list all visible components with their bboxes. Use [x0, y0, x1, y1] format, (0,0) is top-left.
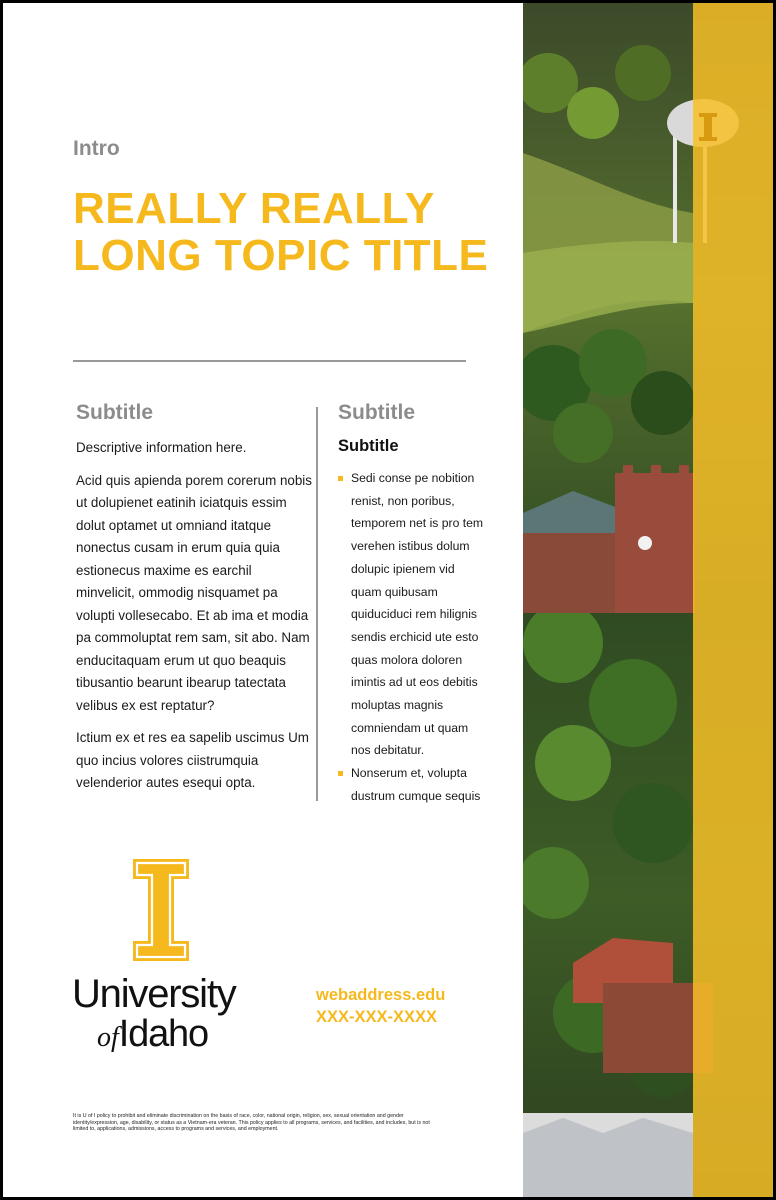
list-item — [338, 467, 488, 762]
wordmark-of-idaho — [97, 1015, 272, 1057]
left-column — [76, 401, 312, 805]
bullet-square-icon — [338, 771, 343, 776]
intro-label: Intro — [73, 137, 120, 160]
body-paragraph-2: Ictium ex et res ea sapelib uscimus Um quo incius volores ciistrumquia velenderior autes esequi opta. — [76, 730, 309, 790]
bullet-list — [338, 467, 488, 808]
web-address: webaddress.edu — [316, 986, 446, 1004]
phone-number: XXX-XXX-XXXX — [316, 1008, 438, 1026]
bullet-square-icon — [338, 476, 343, 481]
list-item-text: Sedi conse pe nobition renist, non poribus, temporem net is pro tem verehen istibus dolum dolupic ipienem vid quam quibusam quiduciduci rem hilignis sendis erchicid ute esto quas molora doloren imintis ad ut eos debitis moluptas magnis comniendam ut quam nos debitatur. — [351, 471, 484, 758]
right-column — [338, 401, 488, 808]
lead-text: Descriptive information here. — [76, 440, 247, 455]
body-paragraph-1: Acid quis apienda porem corerum nobis ut dolupienet eatinih iciatquis essim dolut optamet ut omniand itatque nonectus cusam in erum quia quia estionecus maxime es earchil minvelicit, ommodig nisquamet pa volupti vollesecabo. Et ab ima et modia pa commoluptat rem sam, sit abo. Nam enducitaquam erum ut quo beaquis tibusantio bearunt ibearup tatectata velibus ex est reptatur? — [76, 472, 312, 713]
wordmark-university: University — [72, 972, 236, 1016]
title-divider — [73, 360, 466, 362]
right-subheading: Subtitle — [338, 437, 399, 455]
list-item-text: Nonserum et, volupta dustrum cumque sequis — [351, 766, 481, 803]
university-wordmark — [72, 973, 272, 1057]
contact-block — [316, 984, 445, 1028]
wordmark-idaho: Idaho — [118, 1013, 208, 1055]
campus-aerial-photo — [523, 3, 776, 1197]
left-subtitle: Subtitle — [76, 401, 153, 424]
wordmark-of: of — [97, 1022, 119, 1053]
right-subtitle: Subtitle — [338, 401, 415, 424]
block-i-logo-icon — [133, 859, 189, 961]
legal-disclaimer: It is U of I policy to prohibit and eliminate discrimination on the basis of race, color, national origin, religion, sex, sexual orientation and gender identity/expression, age, disability, or status as a Vietnam-era veteran. This policy applies to all programs, services, and facilities, and includes, but is not limited to, applications, admissions, access to programs and services, and employment. — [73, 1113, 430, 1133]
column-divider — [316, 407, 318, 801]
list-item — [338, 762, 488, 807]
page-title: REALLY REALLY LONG TOPIC TITLE — [73, 184, 489, 280]
